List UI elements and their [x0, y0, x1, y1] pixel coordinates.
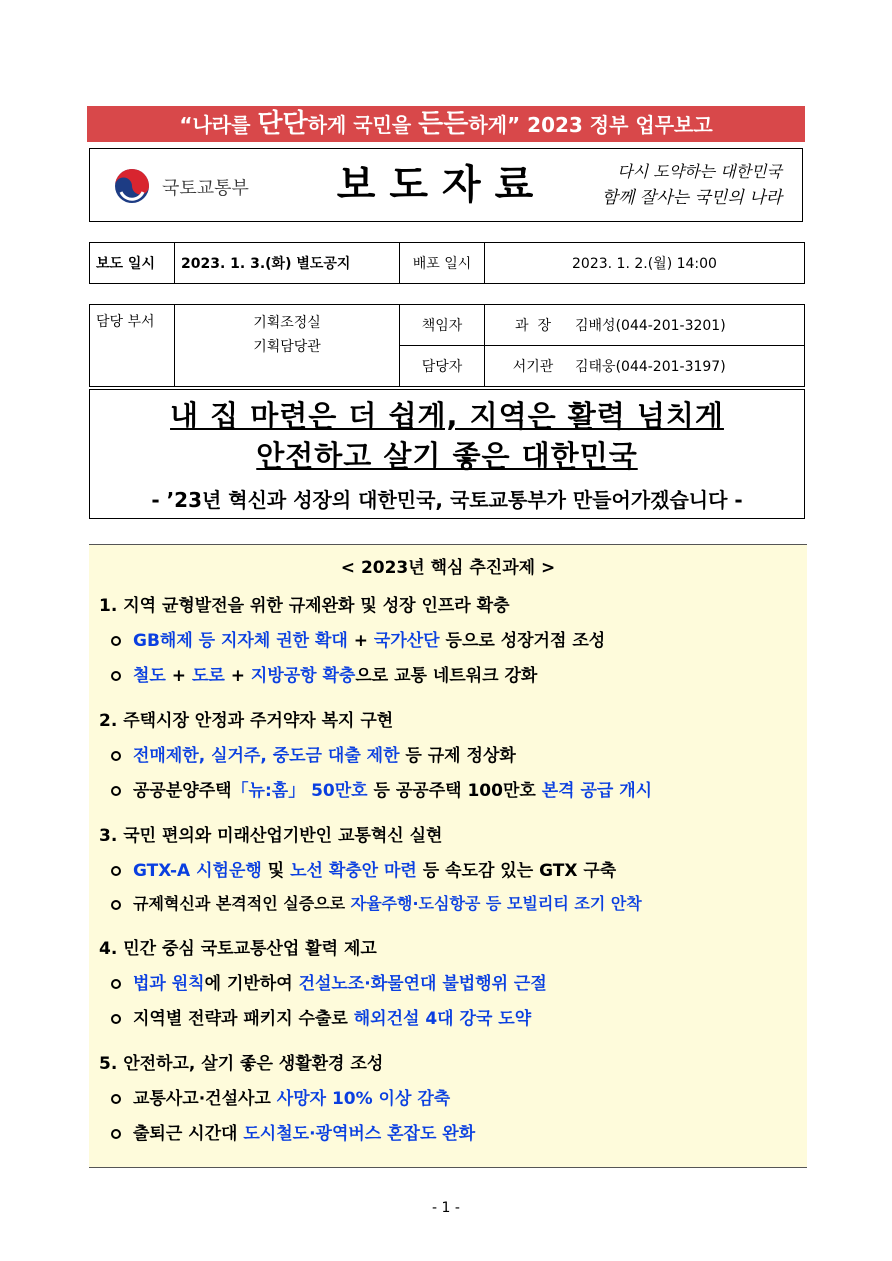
item-highlight: 도로	[191, 666, 225, 686]
headline-box	[89, 389, 805, 519]
item-highlight: 법과 원칙	[133, 974, 205, 994]
release-label: 보도 일시	[90, 243, 175, 284]
item-highlight: 본격 공급 개시	[541, 781, 653, 801]
item-text: +	[347, 631, 374, 651]
section-3-title: 3. 국민 편의와 미래산업기반인 교통혁신 실현	[99, 826, 443, 846]
release-table	[89, 242, 805, 284]
item-text: 등 공공주택 100만호	[367, 781, 542, 801]
item-highlight: 해외건설 4대 강국 도약	[353, 1009, 532, 1029]
circle-bullet-icon	[111, 636, 121, 646]
section-4-title: 4. 민간 중심 국토교통산업 활력 제고	[99, 939, 377, 959]
release-value: 2023. 1. 3.(화) 별도공지	[175, 243, 400, 284]
banner-emphasis-2: 든든	[418, 109, 469, 139]
contact-table	[89, 304, 805, 387]
list-item	[111, 891, 807, 914]
contact-role: 담당자	[400, 346, 485, 387]
press-header	[89, 148, 803, 222]
banner-quote-open: “	[179, 113, 193, 137]
list-item	[111, 1084, 807, 1109]
list-item	[111, 661, 807, 686]
contact-title: 서기관	[512, 359, 554, 375]
slogan	[592, 159, 782, 211]
circle-bullet-icon	[111, 979, 121, 989]
responsible-title: 과 장	[515, 318, 551, 334]
banner-text-2: 하게 국민을	[307, 113, 419, 137]
item-highlight: 국가산단	[373, 631, 440, 651]
item-highlight: 지방공항 확충	[250, 666, 356, 686]
item-highlight: 노선 확충안 마련	[290, 861, 417, 881]
circle-bullet-icon	[111, 1129, 121, 1139]
event-banner	[87, 106, 805, 142]
item-highlight: GB해제 등 지자체 권한 확대	[133, 631, 348, 651]
item-text: +	[224, 666, 251, 686]
item-text: 교통사고·건설사고	[133, 1089, 277, 1109]
distribution-label: 배포 일시	[400, 243, 485, 284]
distribution-value: 2023. 1. 2.(월) 14:00	[485, 243, 805, 284]
item-text: 출퇴근 시간대	[133, 1124, 244, 1144]
item-text: 등으로 성장거점 조성	[439, 631, 606, 651]
circle-bullet-icon	[111, 751, 121, 761]
item-text: 규제혁신과 본격적인 실증으로	[133, 894, 351, 913]
item-highlight: 「뉴:홈」 50만호	[231, 781, 368, 801]
item-highlight: 건설노조·화물연대 불법행위 근절	[298, 974, 547, 994]
item-text: 공공분양주택	[133, 781, 232, 801]
page-number: - 1 -	[432, 1200, 460, 1216]
list-item	[111, 741, 807, 766]
dept-label: 담당 부서	[90, 305, 175, 387]
item-highlight: 전매제한, 실거주, 중도금 대출 제한	[133, 746, 400, 766]
item-highlight: 자율주행·도심항공 등 모빌리티 조기 안착	[350, 894, 642, 913]
taegeuk-logo-icon	[112, 167, 152, 205]
circle-bullet-icon	[111, 866, 121, 876]
contact-person	[485, 346, 805, 387]
headline-line-2: 안전하고 살기 좋은 대한민국	[256, 439, 638, 473]
item-text: +	[165, 666, 192, 686]
dept-line-2: 기획담당관	[253, 339, 321, 355]
item-text: 에 기반하여	[204, 974, 299, 994]
slogan-line-2: 함께 잘사는 국민의 나라	[601, 188, 782, 208]
circle-bullet-icon	[111, 900, 121, 910]
banner-emphasis-1: 단단	[257, 109, 308, 139]
list-item	[111, 776, 807, 801]
headline-subtitle: - ’23년 혁신과 성장의 대한민국, 국토교통부가 만들어가겠습니다 -	[151, 488, 743, 512]
headline-line-1: 내 집 마련은 더 쉽게, 지역은 활력 넘치게	[170, 399, 724, 433]
responsible-person	[485, 305, 805, 346]
item-text: 지역별 전략과 패키지 수출로	[133, 1009, 354, 1029]
item-text: 등 속도감 있는 GTX 구축	[416, 861, 617, 881]
press-title: 보도자료	[336, 162, 548, 208]
ministry-name: 국토교통부	[162, 178, 249, 199]
list-item	[111, 856, 807, 881]
circle-bullet-icon	[111, 1014, 121, 1024]
item-highlight: 도시철도·광역버스 혼잡도 완화	[243, 1124, 476, 1144]
responsible-role: 책임자	[400, 305, 485, 346]
section-1-title: 1. 지역 균형발전을 위한 규제완화 및 성장 인프라 확충	[99, 596, 510, 616]
item-text: 으로 교통 네트워크 강화	[355, 666, 538, 686]
circle-bullet-icon	[111, 786, 121, 796]
item-text: 및	[261, 861, 291, 881]
section-5-title: 5. 안전하고, 살기 좋은 생활환경 조성	[99, 1054, 384, 1074]
banner-text-3: 하게” 2023 정부 업무보고	[468, 113, 713, 137]
responsible-name: 김배성(044-201-3201)	[575, 318, 726, 334]
list-item	[111, 1119, 807, 1144]
dept-value	[175, 305, 400, 387]
dept-line-1: 기획조정실	[253, 315, 321, 331]
section-2-title: 2. 주택시장 안정과 주거약자 복지 구현	[99, 711, 394, 731]
item-highlight: 철도	[133, 666, 166, 686]
list-item	[111, 969, 807, 994]
list-item	[111, 1004, 807, 1029]
list-item	[111, 626, 807, 651]
item-highlight: 사망자 10% 이상 감축	[276, 1089, 451, 1109]
item-highlight: GTX-A 시험운행	[133, 861, 262, 881]
banner-text-1: 나라를	[192, 113, 258, 137]
slogan-line-1: 다시 도약하는 대한민국	[617, 162, 782, 181]
contact-name: 김태웅(044-201-3197)	[575, 359, 726, 375]
circle-bullet-icon	[111, 1094, 121, 1104]
circle-bullet-icon	[111, 671, 121, 681]
item-text: 등 규제 정상화	[399, 746, 516, 766]
key-tasks-heading: < 2023년 핵심 추진과제 >	[340, 558, 556, 578]
key-tasks-panel	[89, 544, 807, 1168]
